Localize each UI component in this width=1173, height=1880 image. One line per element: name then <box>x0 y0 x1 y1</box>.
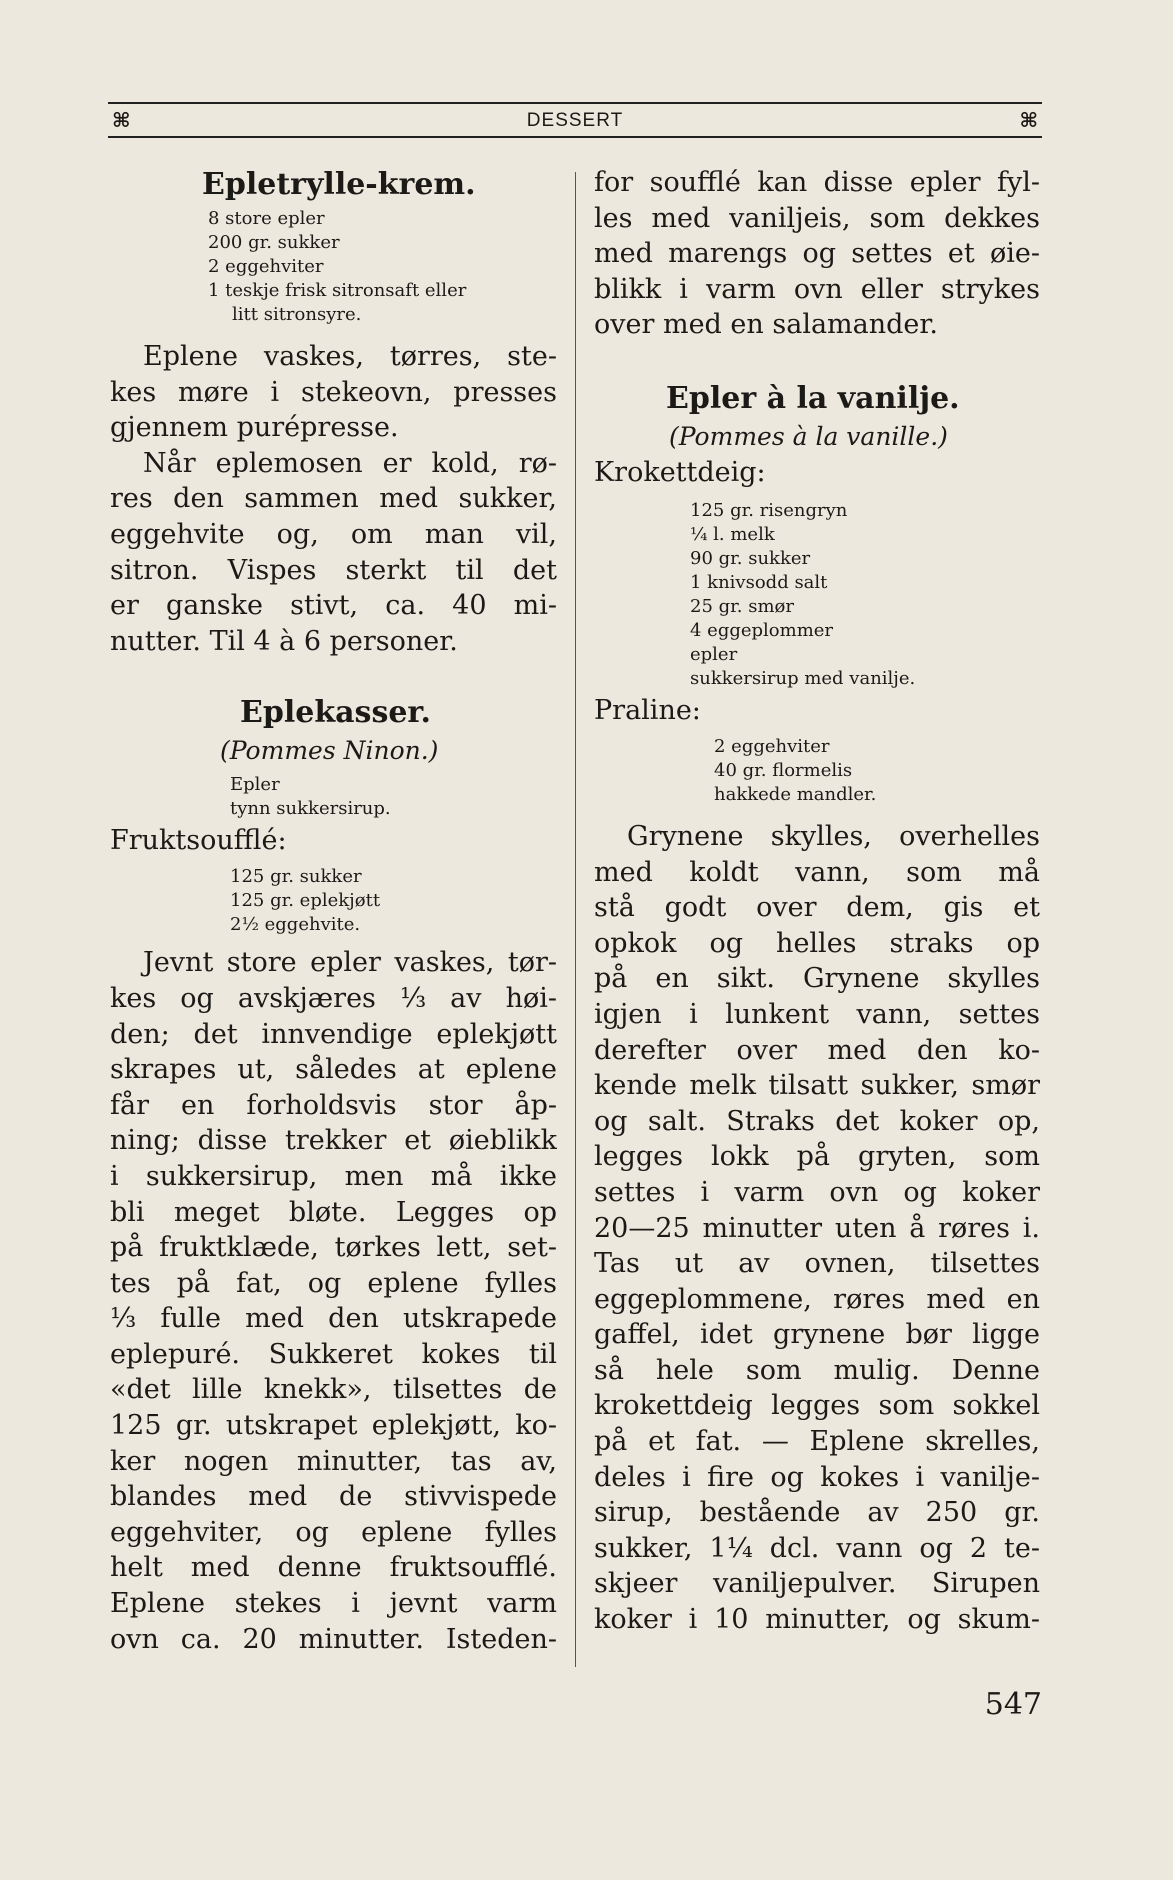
text-line: skjeer vaniljepulver. Sirupen <box>594 1568 1040 1600</box>
text-line: 125 gr. utskrapet eplekjøtt, ko- <box>110 1410 557 1442</box>
text-line: res den sammen med sukker, <box>110 483 557 515</box>
text-line: helt med denne fruktsoufflé. <box>110 1552 557 1584</box>
ingredient-item: epler <box>690 643 738 665</box>
text-line: sukker, 1¼ dcl. vann og 2 te- <box>594 1532 1040 1564</box>
header-rule-top <box>108 102 1042 104</box>
ingredient-item: hakkede mandler. <box>714 783 877 805</box>
running-header <box>108 96 1042 140</box>
label-praline: Praline: <box>594 694 701 726</box>
right-column <box>594 165 1040 1638</box>
ingredient-item: 125 gr. risengryn <box>690 499 848 521</box>
recipe-title-epletrylle: Epletrylle-krem. <box>202 167 476 202</box>
text-line: eplepuré. Sukkeret kokes til <box>110 1338 557 1370</box>
recipe-title-eplekasser: Eplekasser. <box>240 695 431 731</box>
ingredient-item: litt sitronsyre. <box>232 304 362 325</box>
text-line: og salt. Straks det koker op, <box>594 1105 1040 1137</box>
text-line: kes møre i stekeovn, presses <box>110 376 557 408</box>
text-line: Grynene skylles, overhelles <box>627 820 1040 852</box>
text-line: Eplene vaskes, tørres, ste- <box>143 341 557 372</box>
ingredients-eplekasser <box>110 773 557 821</box>
text-line: sitron. Vispes sterkt til det <box>110 554 557 586</box>
ingredients-fruktsouffle <box>110 865 557 937</box>
ornament-left-icon: ⌘ <box>112 108 131 132</box>
text-continuation <box>594 165 1040 343</box>
column-divider <box>575 172 576 1667</box>
text-line: nutter. Til 4 à 6 personer. <box>110 625 458 657</box>
recipe-title-vanilje: Epler à la vanilje. <box>666 380 960 416</box>
text-line: over med en salamander. <box>594 309 938 341</box>
ingredients-epletrylle <box>110 207 557 327</box>
text-line: koker i 10 minutter, og skum- <box>594 1604 1040 1636</box>
text-line: igjen i lunkent vann, settes <box>594 998 1040 1030</box>
ingredient-item: 125 gr. eplekjøtt <box>230 890 381 912</box>
header-rule-bottom <box>108 136 1042 138</box>
ingredient-item: ¼ l. melk <box>690 523 775 545</box>
text-line: ning; disse trekker et øieblikk <box>110 1125 557 1157</box>
text-line: sirup, bestående av 250 gr. <box>594 1497 1040 1529</box>
ingredient-item: Epler <box>230 774 280 796</box>
ingredient-item: 2 eggehviter <box>208 256 324 277</box>
text-line: for soufflé kan disse epler fyl- <box>594 167 1040 198</box>
text-line: derefter over med den ko- <box>594 1034 1040 1066</box>
text-line: blikk i varm ovn eller strykes <box>594 273 1040 305</box>
ingredients-praline <box>594 735 1040 807</box>
ingredient-item: 125 gr. sukker <box>230 866 362 888</box>
text-line: ⅓ fulle med den utskrapede <box>110 1303 557 1335</box>
text-line: legges lokk på gryten, som <box>594 1141 1040 1173</box>
text-epletrylle <box>110 339 557 659</box>
text-line: eggeplommene, røres med en <box>594 1283 1040 1315</box>
text-line: på en sikt. Grynene skylles <box>594 963 1040 995</box>
ingredient-item: 25 gr. smør <box>690 595 794 617</box>
text-line: tes på fat, og eplene fylles <box>110 1267 557 1299</box>
ornament-right-icon: ⌘ <box>1019 108 1038 132</box>
text-line: blandes med de stivvispede <box>110 1481 557 1513</box>
text-vanilje <box>594 819 1040 1638</box>
text-line: på et fat. — Eplene skrelles, <box>594 1426 1040 1458</box>
text-line: kes og avskjæres ⅓ av høi- <box>110 982 557 1014</box>
text-line: i sukkersirup, men må ikke <box>110 1160 557 1192</box>
text-line: 20—25 minutter uten å røres i. <box>594 1212 1040 1244</box>
text-line: opkok og helles straks op <box>594 927 1040 959</box>
text-line: eggehvite og, om man vil, <box>110 518 557 550</box>
text-line: krokettdeig legges som sokkel <box>594 1390 1040 1422</box>
text-line: skrapes ut, således at eplene <box>110 1054 557 1086</box>
text-line: bli meget bløte. Legges op <box>110 1196 557 1228</box>
ingredient-item: 2 eggehviter <box>714 735 830 757</box>
text-line: Eplene stekes i jevnt varm <box>110 1588 557 1620</box>
text-line: settes i varm ovn og koker <box>594 1176 1040 1208</box>
ingredients-krokettdeig <box>594 499 1040 691</box>
text-line: Når eplemosen er kold, rø- <box>143 447 557 479</box>
text-line: Jevnt store epler vaskes, tør- <box>143 947 557 979</box>
left-column <box>110 165 557 1657</box>
text-line: så hele som mulig. Denne <box>594 1354 1040 1386</box>
text-line: med marengs og settes et øie- <box>594 238 1040 270</box>
text-line: gaffel, idet grynene bør ligge <box>594 1319 1040 1351</box>
text-line: den; det innvendige eplekjøtt <box>110 1018 557 1050</box>
text-eplekasser <box>110 945 557 1657</box>
text-line: kende melk tilsatt sukker, smør <box>594 1070 1040 1102</box>
ingredient-item: 1 teskje frisk sitronsaft eller <box>208 280 467 301</box>
text-line: ker nogen minutter, tas av, <box>110 1445 557 1477</box>
label-krokettdeig: Krokettdeig: <box>594 456 766 488</box>
page-number: 547 <box>984 1687 1042 1722</box>
ingredient-item: 1 knivsodd salt <box>690 571 828 593</box>
recipe-subtitle-eplekasser: (Pommes Ninon.) <box>220 736 439 766</box>
text-line: gjennem purépresse. <box>110 412 399 444</box>
text-line: deles i fire og kokes i vanilje- <box>594 1461 1040 1493</box>
ingredient-item: 8 store epler <box>208 208 325 229</box>
text-line: eggehviter, og eplene fylles <box>110 1516 557 1548</box>
ingredient-item: 4 eggeplommer <box>690 619 834 641</box>
text-line: er ganske stivt, ca. 40 mi- <box>110 590 557 622</box>
ingredient-item: 90 gr. sukker <box>690 547 811 569</box>
text-line: på fruktklæde, tørkes lett, set- <box>110 1232 557 1264</box>
text-line: med koldt vann, som må <box>594 856 1040 888</box>
ingredient-item: 200 gr. sukker <box>208 232 340 253</box>
header-title: DESSERT <box>526 110 624 131</box>
ingredient-item: tynn sukkersirup. <box>230 798 391 820</box>
text-line: Tas ut av ovnen, tilsettes <box>594 1248 1040 1280</box>
ingredient-item: 2½ eggehvite. <box>230 914 361 936</box>
recipe-subtitle-vanilje: (Pommes à la vanille.) <box>669 421 948 451</box>
ingredient-item: sukkersirup med vanilje. <box>690 667 916 689</box>
text-line: får en forholdsvis stor åp- <box>110 1089 557 1121</box>
text-line: les med vaniljeis, som dekkes <box>594 202 1040 234</box>
text-line: ovn ca. 20 minutter. Isteden- <box>110 1623 557 1655</box>
text-line: stå godt over dem, gis et <box>594 892 1040 924</box>
ingredient-item: 40 gr. flormelis <box>714 759 853 781</box>
text-line: «det lille knekk», tilsettes de <box>110 1374 557 1406</box>
label-fruktsouffle: Fruktsoufflé: <box>110 825 287 857</box>
